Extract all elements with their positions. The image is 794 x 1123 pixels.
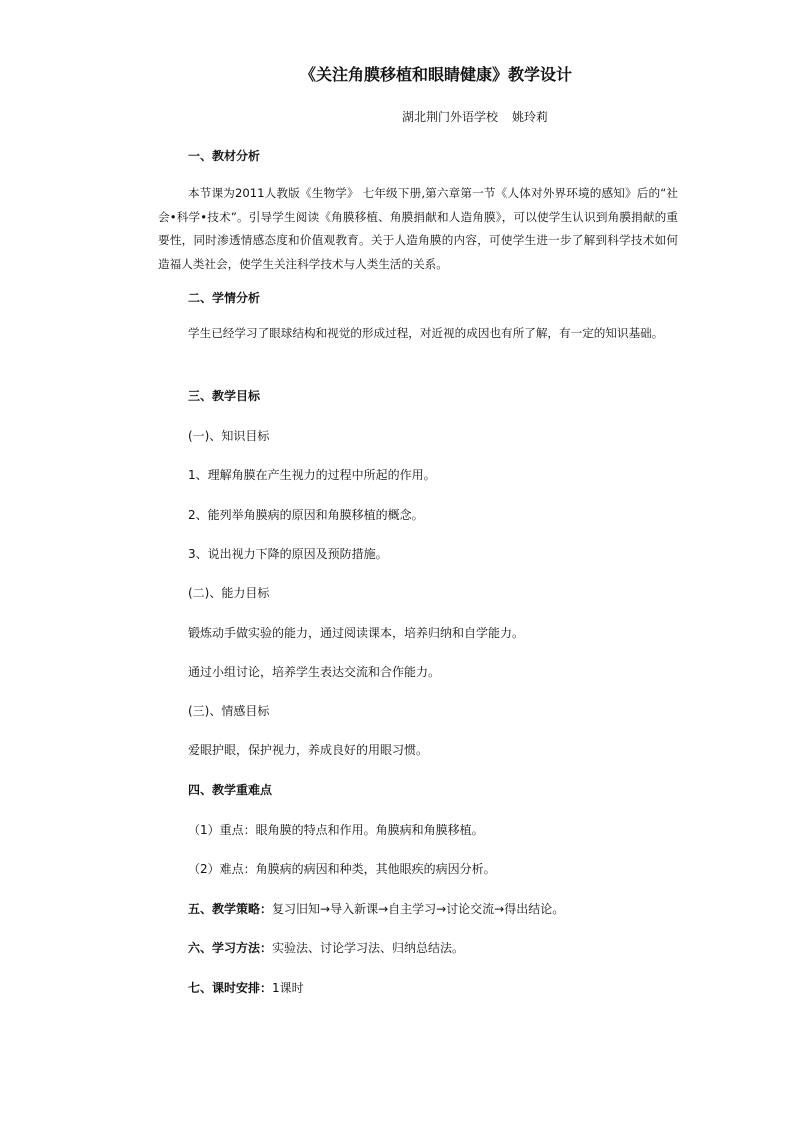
learning-method-line: [188, 940, 464, 956]
textbook-analysis-paragraph: 本节课为2011人教版《生物学》 七年级下册,第六章第一节《人体对外界环境的感知》后的“社会•科学•技术”。引导学生阅读《角膜移植、角膜捐献和人造角膜》，可以使学生认识到角膜捐献的重要性，同时渗透情感态度和价值观教育。关于人造角膜的内容，可使学生进一步了解到科学技术如何造福人类社会，使学生关注科学技术与人类生活的关系。: [158, 186, 678, 271]
document-title: 《关注角膜移植和眼睛健康》教学设计: [300, 65, 573, 84]
section-heading-textbook-analysis: 一、教材分析: [188, 149, 261, 163]
emotion-goal: 爱眼护眼，保护视力，养成良好的用眼习惯。: [188, 743, 429, 757]
class-schedule-text: 1课时: [272, 981, 304, 995]
subheading-ability-goals: (二)、能力目标: [188, 586, 270, 600]
section-heading-student-analysis: 二、学情分析: [188, 291, 261, 305]
difficult-point: （2）难点：角膜病的病因和种类，其他眼疾的病因分析。: [188, 862, 496, 876]
knowledge-goal-2: 2、能列举角膜病的原因和角膜移植的概念。: [188, 508, 424, 522]
student-analysis-paragraph: 学生已经学习了眼球结构和视觉的形成过程，对近视的成因也有所了解，有一定的知识基础。: [188, 326, 664, 340]
author-name: 姚玲莉: [512, 110, 549, 124]
subheading-knowledge-goals: (一)、知识目标: [188, 429, 270, 443]
author-line: [402, 108, 548, 125]
section-heading-class-schedule: 七、课时安排：: [188, 981, 273, 995]
subheading-emotion-goals: (三)、情感目标: [188, 704, 270, 718]
section-heading-learning-method: 六、学习方法：: [188, 941, 273, 955]
knowledge-goal-1: 1、理解角膜在产生视力的过程中所起的作用。: [188, 468, 436, 482]
author-school: 湖北荆门外语学校: [402, 110, 499, 124]
ability-goal-2: 通过小组讨论，培养学生表达交流和合作能力。: [188, 665, 441, 679]
key-point: （1）重点：眼角膜的特点和作用。角膜病和角膜移植。: [188, 823, 484, 837]
learning-method-text: 实验法、讨论学习法、归纳总结法。: [272, 941, 465, 955]
section-heading-teaching-strategy: 五、教学策略：: [188, 902, 273, 916]
teaching-strategy-line: [188, 901, 564, 917]
ability-goal-1: 锻炼动手做实验的能力，通过阅读课本，培养归纳和自学能力。: [188, 626, 525, 640]
class-schedule-line: [188, 980, 304, 996]
teaching-strategy-text: 复习旧知→导入新课→自主学习→讨论交流→得出结论。: [272, 902, 565, 916]
section-heading-teaching-goals: 三、教学目标: [188, 389, 261, 403]
section-heading-key-difficult-points: 四、教学重难点: [188, 783, 273, 797]
knowledge-goal-3: 3、说出视力下降的原因及预防措施。: [188, 547, 388, 561]
